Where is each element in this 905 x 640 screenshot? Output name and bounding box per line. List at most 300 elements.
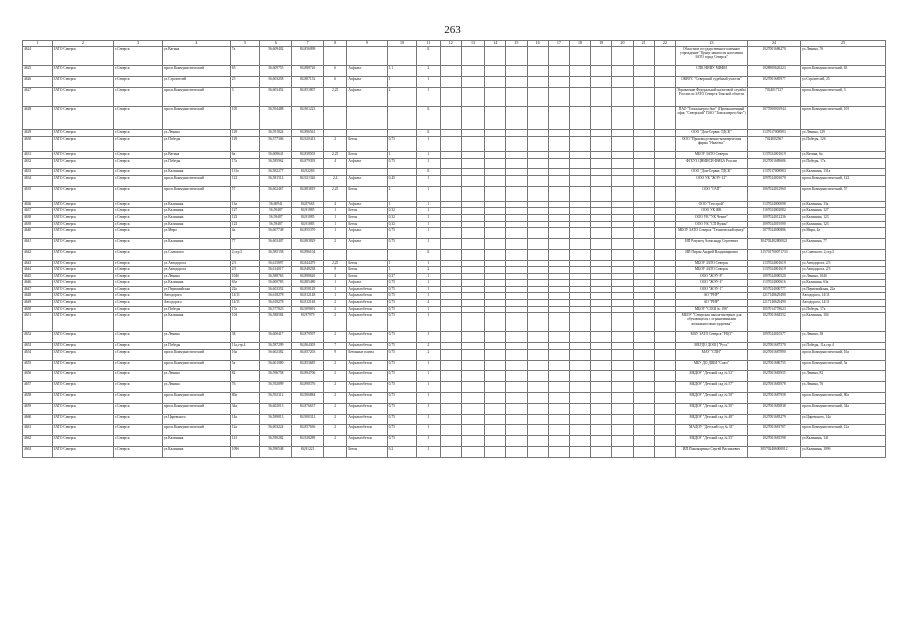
table-cell: 1 xyxy=(417,228,440,239)
table-cell: 1077024000886 xyxy=(748,228,801,239)
table-cell: 2,25 xyxy=(324,260,347,267)
table-cell: 315701700071733 xyxy=(748,249,801,260)
table-cell: г.Северск xyxy=(114,273,163,280)
table-cell xyxy=(654,228,675,239)
table-cell xyxy=(548,414,569,425)
table-cell: г.Северск xyxy=(114,447,163,458)
table-cell: 104 xyxy=(230,313,260,332)
table-cell: 1027001686755 xyxy=(748,360,801,371)
table-body xyxy=(23,47,886,458)
table-cell: ул.Победы, 126 xyxy=(801,136,886,151)
table-cell: Областное государственное казенное учреждение "Центр занятости населения ЗАТО город Северск" xyxy=(675,47,747,66)
table-cell xyxy=(506,436,527,447)
table-cell: 84,858129 xyxy=(292,286,324,293)
table-cell xyxy=(569,447,590,458)
table-cell: ул.Ленина xyxy=(162,273,230,280)
table-cell xyxy=(633,300,654,307)
table-cell: Б xyxy=(417,106,440,129)
table-cell: ул.Калинина, 63а xyxy=(801,280,886,287)
table-cell: 1217148629490 xyxy=(748,300,801,307)
table-cell: г.Северск xyxy=(114,47,163,66)
table-cell xyxy=(440,175,461,186)
table-cell: 0,75 xyxy=(387,136,417,151)
table-cell xyxy=(612,260,633,267)
table-cell: 1137024000098 xyxy=(748,201,801,208)
table-cell: 1137017008983 xyxy=(748,169,801,176)
table-cell: 1 xyxy=(417,393,440,404)
table-cell xyxy=(591,151,612,158)
table-row xyxy=(23,201,886,208)
table-cell xyxy=(633,201,654,208)
table-cell xyxy=(324,249,347,260)
table-row xyxy=(23,249,886,260)
table-cell: просп.Коммунистический, 12а xyxy=(801,425,886,436)
table-cell: 1 xyxy=(417,447,440,458)
table-cell: 56,577306 xyxy=(260,136,292,151)
table-cell: 1 xyxy=(387,201,417,208)
table-cell xyxy=(506,87,527,106)
column-number-cell: 9 xyxy=(347,41,387,47)
table-cell: 4 xyxy=(324,201,347,208)
table-cell xyxy=(485,300,506,307)
table-cell xyxy=(485,349,506,360)
table-cell xyxy=(569,425,590,436)
table-cell xyxy=(485,267,506,274)
table-row xyxy=(23,313,886,332)
table-cell: Асфальт xyxy=(347,175,387,186)
table-cell: г.Северск xyxy=(114,280,163,287)
table-cell xyxy=(548,273,569,280)
table-cell xyxy=(633,158,654,169)
table-cell: 1057024000777 xyxy=(748,286,801,293)
table-cell: 141 xyxy=(230,436,260,447)
table-cell: 1027001685977 xyxy=(748,76,801,87)
table-cell xyxy=(569,313,590,332)
table-cell xyxy=(612,208,633,215)
table-cell: 6а xyxy=(230,151,260,158)
table-cell xyxy=(591,286,612,293)
table-cell: 0,75 xyxy=(387,158,417,169)
table-cell xyxy=(569,300,590,307)
table-cell: 84,91885 xyxy=(292,208,324,215)
table-cell: ПАО "Томскэнергосбыт" (Промышленный офис "Северский" ПАО "Томскэнергосбыт") xyxy=(675,106,747,129)
table-cell: 1 xyxy=(417,293,440,300)
table-cell xyxy=(440,238,461,249)
table-cell xyxy=(461,273,484,280)
table-cell xyxy=(485,332,506,343)
table-cell xyxy=(612,425,633,436)
table-cell: ул.Ватина xyxy=(162,47,230,66)
table-cell: 0,37 xyxy=(387,273,417,280)
column-number-cell: 6 xyxy=(260,41,292,47)
table-cell: 0,75 xyxy=(387,313,417,332)
table-cell xyxy=(654,175,675,186)
table-row xyxy=(23,425,886,436)
table-cell: ул.Калинина, 109б xyxy=(801,447,886,458)
table-cell: 0,32 xyxy=(387,208,417,215)
table-cell xyxy=(506,447,527,458)
table-cell: 0,75 xyxy=(387,360,417,371)
table-cell xyxy=(440,87,461,106)
table-cell: ЗАТО Северск xyxy=(52,313,113,332)
table-cell xyxy=(548,293,569,300)
table-cell xyxy=(548,260,569,267)
table-row xyxy=(23,66,886,77)
table-cell xyxy=(506,175,527,186)
table-cell: Асфальтобетон xyxy=(347,393,387,404)
table-cell xyxy=(527,201,548,208)
table-row xyxy=(23,158,886,169)
table-cell: 1 xyxy=(417,382,440,393)
table-cell: 4 xyxy=(417,300,440,307)
table-cell xyxy=(548,136,569,151)
table-cell: ул.Калинина xyxy=(162,313,230,332)
table-cell: г.Северск xyxy=(114,201,163,208)
table-cell: 4648 xyxy=(23,293,53,300)
table-cell: 1 xyxy=(417,186,440,201)
table-cell xyxy=(591,221,612,228)
table-cell: 0,75 xyxy=(387,343,417,350)
table-cell: 84,856098 xyxy=(292,47,324,66)
table-cell xyxy=(591,343,612,350)
table-cell: 3 xyxy=(230,87,260,106)
table-cell xyxy=(612,286,633,293)
table-cell: 82 xyxy=(230,371,260,382)
table-cell xyxy=(569,393,590,404)
table-cell: г.Северск xyxy=(114,87,163,106)
table-cell: ООО "ЖЭУ-4" xyxy=(675,280,747,287)
table-cell xyxy=(612,371,633,382)
table-cell xyxy=(485,382,506,393)
table-cell: 4628 xyxy=(23,106,53,129)
table-cell xyxy=(591,447,612,458)
table-cell xyxy=(569,286,590,293)
table-cell: 1 xyxy=(387,260,417,267)
table-cell xyxy=(440,76,461,87)
table-cell xyxy=(527,414,548,425)
table-cell: 56,596758 xyxy=(260,371,292,382)
table-cell: г.Северск xyxy=(114,260,163,267)
table-cell: 56,594488 xyxy=(260,106,292,129)
table-cell xyxy=(654,425,675,436)
table-cell: ЗАТО Северск xyxy=(52,371,113,382)
table-cell xyxy=(654,447,675,458)
table-cell: г.Северск xyxy=(114,221,163,228)
table-cell: 2/3 xyxy=(230,260,260,267)
table-cell: ул.Калинина, 123 xyxy=(801,214,886,221)
table-cell: ЗАТО Северск xyxy=(52,249,113,260)
table-cell: 2,25 xyxy=(324,151,347,158)
table-cell: 4643 xyxy=(23,260,53,267)
table-cell: просп.Коммунистический, 80а xyxy=(801,393,886,404)
table-cell: 1 xyxy=(324,228,347,239)
table-cell: Асфальтобетон xyxy=(347,436,387,447)
table-cell: ЗАТО Северск xyxy=(52,293,113,300)
table-cell: 14а xyxy=(230,414,260,425)
table-cell xyxy=(548,208,569,215)
table-cell: 4649 xyxy=(23,300,53,307)
table-cell xyxy=(440,393,461,404)
table-cell: г.Северск xyxy=(114,360,163,371)
table-cell xyxy=(387,106,417,129)
table-cell xyxy=(440,414,461,425)
table-cell: ЗАТО Северск xyxy=(52,158,113,169)
table-cell xyxy=(654,306,675,313)
column-number-cell: 5 xyxy=(230,41,260,47)
table-cell: 104б xyxy=(230,273,260,280)
table-cell: ЗАТО Северск xyxy=(52,273,113,280)
table-cell: 4629 xyxy=(23,130,53,137)
table-cell: 1027001681707 xyxy=(748,425,801,436)
table-cell: ул.Калинина, 77 xyxy=(801,238,886,249)
table-cell: 1 xyxy=(417,280,440,287)
table-cell: 4640 xyxy=(23,228,53,239)
table-cell xyxy=(461,300,484,307)
table-cell xyxy=(633,76,654,87)
table-cell: 5а xyxy=(230,360,260,371)
table-cell xyxy=(569,169,590,176)
table-cell xyxy=(569,382,590,393)
table-cell: МБДОУ "Детский сад № 55" xyxy=(675,436,747,447)
table-cell: 9 xyxy=(324,267,347,274)
table-cell xyxy=(591,214,612,221)
table-cell: ул.Ленина, 76 xyxy=(801,382,886,393)
table-cell: 4645 xyxy=(23,273,53,280)
table-cell xyxy=(440,300,461,307)
table-cell xyxy=(461,343,484,350)
table-cell xyxy=(485,249,506,260)
table-cell: Бетон xyxy=(347,221,387,228)
table-cell xyxy=(461,371,484,382)
table-row xyxy=(23,169,886,176)
table-row xyxy=(23,175,886,186)
table-cell: 2 xyxy=(324,136,347,151)
table-cell: Б xyxy=(417,47,440,66)
table-cell xyxy=(506,130,527,137)
table-cell: МБДОУ "Детский сад № 48" xyxy=(675,414,747,425)
table-cell: 4641 xyxy=(23,238,53,249)
table-row xyxy=(23,273,886,280)
table-cell: 0,32 xyxy=(387,214,417,221)
table-cell xyxy=(440,130,461,137)
table-cell: 1 xyxy=(417,221,440,228)
table-cell xyxy=(654,382,675,393)
table-row xyxy=(23,360,886,371)
table-cell: 1 xyxy=(417,201,440,208)
table-cell: г.Северск xyxy=(114,436,163,447)
table-cell xyxy=(569,280,590,287)
table-cell: 17а xyxy=(230,306,260,313)
table-cell: Бетон xyxy=(347,214,387,221)
table-cell: 84,848238 xyxy=(292,267,324,274)
table-cell xyxy=(485,158,506,169)
table-cell xyxy=(591,249,612,260)
table-cell: ЗАТО Северск xyxy=(52,130,113,137)
table-cell: 4653 xyxy=(23,343,53,350)
table-cell xyxy=(612,447,633,458)
table-cell: 2 xyxy=(387,186,417,201)
table-cell xyxy=(527,228,548,239)
table-cell: ЗАТО Северск xyxy=(52,306,113,313)
table-cell: 84,909691 xyxy=(292,306,324,313)
table-cell: г.Северск xyxy=(114,238,163,249)
table-cell: 1217148629490 xyxy=(748,293,801,300)
table-cell: 4650 xyxy=(23,306,53,313)
table-cell: Асфальтобетон xyxy=(347,300,387,307)
table-cell xyxy=(440,371,461,382)
table-cell: 131а xyxy=(230,169,260,176)
table-cell: ул.Калинина xyxy=(162,436,230,447)
table-cell: Асфальт xyxy=(347,201,387,208)
table-cell: МБОУ ЗАТО Северск xyxy=(675,151,747,158)
table-cell: г.Северск xyxy=(114,414,163,425)
table-cell: 2 xyxy=(324,313,347,332)
column-number-cell: 7 xyxy=(292,41,324,47)
table-cell xyxy=(569,273,590,280)
table-cell xyxy=(569,293,590,300)
table-cell xyxy=(506,214,527,221)
table-cell: 25 xyxy=(230,76,260,87)
table-cell xyxy=(633,447,654,458)
table-cell xyxy=(347,130,387,137)
table-cell xyxy=(548,175,569,186)
table-cell: 129 xyxy=(230,136,260,151)
table-cell: 16а xyxy=(230,349,260,360)
table-cell: 4647 xyxy=(23,286,53,293)
table-cell xyxy=(591,47,612,66)
table-cell: 56,607748 xyxy=(260,228,292,239)
table-cell: 84,896561 xyxy=(292,130,324,137)
table-cell xyxy=(548,300,569,307)
table-cell xyxy=(633,260,654,267)
table-cell xyxy=(569,201,590,208)
table-cell xyxy=(440,151,461,158)
table-cell: 1 xyxy=(417,214,440,221)
table-cell: 34а xyxy=(230,403,260,414)
table-cell: 1027001687890 xyxy=(748,349,801,360)
table-cell: 84,894706 xyxy=(292,371,324,382)
table-cell xyxy=(440,306,461,313)
table-cell: Асфальтобетон xyxy=(347,313,387,332)
table-cell xyxy=(548,47,569,66)
table-cell xyxy=(654,293,675,300)
table-cell xyxy=(527,214,548,221)
table-cell: г.Северск xyxy=(114,136,163,151)
table-cell: ул.Калинина xyxy=(162,214,230,221)
table-cell: ЗАТО Северск xyxy=(52,214,113,221)
table-cell: 1 xyxy=(387,76,417,87)
table-cell xyxy=(485,186,506,201)
table-cell: 1028900626223 xyxy=(748,66,801,77)
table-cell: ЗАТО Северск xyxy=(52,425,113,436)
table-cell xyxy=(506,66,527,77)
table-cell xyxy=(485,47,506,66)
table-cell xyxy=(461,158,484,169)
table-cell xyxy=(633,286,654,293)
table-row xyxy=(23,76,886,87)
table-row xyxy=(23,106,886,129)
table-cell: Асфальтобетон xyxy=(347,403,387,414)
table-cell: 2 xyxy=(324,306,347,313)
table-cell: 63а xyxy=(230,280,260,287)
table-cell xyxy=(485,447,506,458)
table-cell xyxy=(548,343,569,350)
table-cell: Управление Федеральной налоговой службы России по ЗАТО Северск Томской области xyxy=(675,87,747,106)
table-row xyxy=(23,267,886,274)
table-cell: 1137024001619 xyxy=(748,260,801,267)
table-cell xyxy=(461,403,484,414)
column-number-cell: 18 xyxy=(569,41,590,47)
table-cell: ул.Победы, 11а,стр.4 xyxy=(801,343,886,350)
table-cell xyxy=(461,228,484,239)
table-cell: ООО УК "УК Чемпт" xyxy=(675,214,747,221)
table-cell xyxy=(461,221,484,228)
table-cell: ООО "ЖЭУ-1" xyxy=(675,286,747,293)
table-cell: 1 xyxy=(417,414,440,425)
table-cell: ул.Ленина xyxy=(162,382,230,393)
table-cell: ул.Победы xyxy=(162,158,230,169)
table-cell xyxy=(612,169,633,176)
table-cell: 1 xyxy=(417,425,440,436)
table-cell xyxy=(569,208,590,215)
table-cell: 22а xyxy=(230,286,260,293)
table-cell: 84,851807 xyxy=(292,87,324,106)
table-cell xyxy=(461,76,484,87)
table-cell: 84,883819 xyxy=(292,186,324,201)
table-cell xyxy=(612,267,633,274)
table-cell xyxy=(591,130,612,137)
table-cell: г.Северск xyxy=(114,175,163,186)
table-cell: ООО "Дон-Сервис ТДСК" xyxy=(675,169,747,176)
table-cell xyxy=(633,393,654,404)
table-cell xyxy=(461,238,484,249)
table-cell xyxy=(461,447,484,458)
table-cell: 56,600783 xyxy=(260,280,292,287)
table-cell: г.Северск xyxy=(114,151,163,158)
table-cell xyxy=(591,332,612,343)
table-cell: 4646 xyxy=(23,280,53,287)
table-cell: 0,75 xyxy=(387,393,417,404)
table-cell: просп.Коммунистический xyxy=(162,403,230,414)
table-cell: просп.Коммунистический, 34а xyxy=(801,403,886,414)
table-cell: 56,585962 xyxy=(260,158,292,169)
table-cell xyxy=(506,382,527,393)
table-cell xyxy=(387,47,417,66)
table-cell: МБДОУ "Детский сад № 58" xyxy=(675,393,747,404)
table-cell: 1 xyxy=(417,136,440,151)
table-cell xyxy=(591,414,612,425)
table-cell xyxy=(569,349,590,360)
table-cell xyxy=(527,280,548,287)
column-number-cell: 13 xyxy=(461,41,484,47)
table-row xyxy=(23,414,886,425)
table-cell xyxy=(633,425,654,436)
table-cell: 84,857203 xyxy=(292,349,324,360)
table-cell: МБДОУ "Детский сад № 52" xyxy=(675,371,747,382)
table-cell xyxy=(612,214,633,221)
table-cell xyxy=(591,169,612,176)
table-cell: 4630 xyxy=(23,136,53,151)
table-cell: ул.Победы xyxy=(162,306,230,313)
table-cell: ЗАТО Северск xyxy=(52,47,113,66)
table-cell: 4644 xyxy=(23,267,53,274)
table-cell xyxy=(440,280,461,287)
table-cell xyxy=(461,136,484,151)
table-cell: 56,592899 xyxy=(260,382,292,393)
table-cell: 56,603258 xyxy=(260,76,292,87)
table-cell: 1097024012236 xyxy=(748,214,801,221)
column-number-cell: 21 xyxy=(633,41,654,47)
